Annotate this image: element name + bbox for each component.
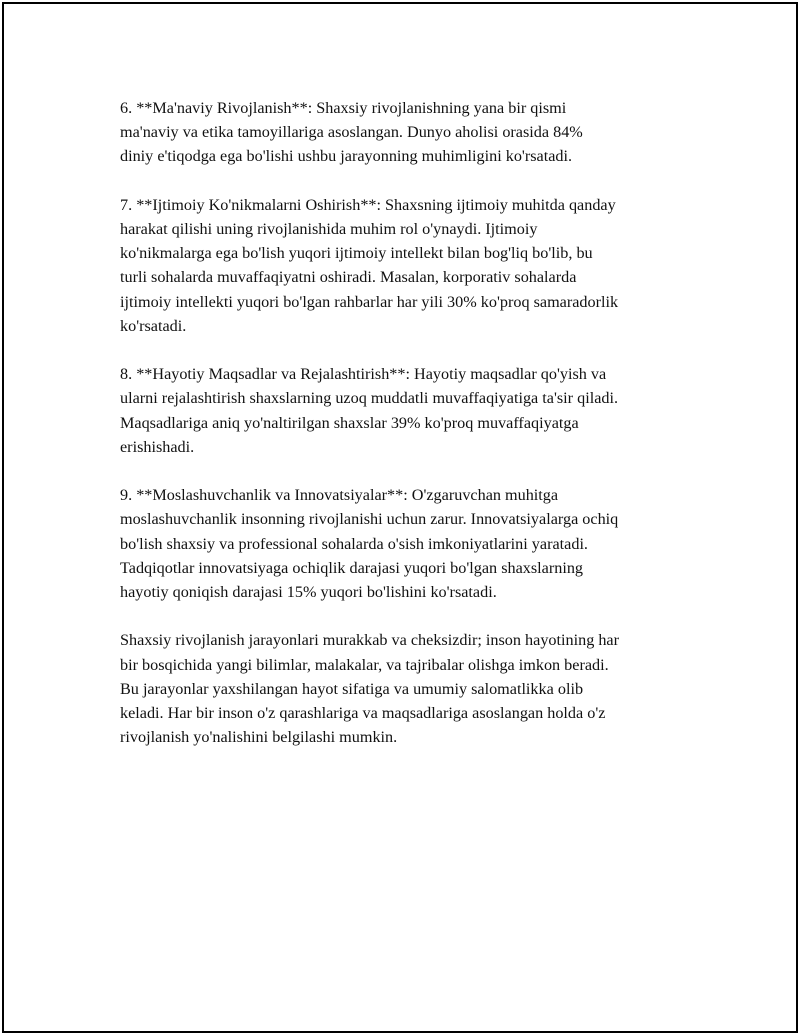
paragraph-adaptability: 9. **Moslashuvchanlik va Innovatsiyalar**: O'zgaruvchan muhitga moslashuvchanlik insonning rivojlanishi uchun zarur. Innovatsiyalarga ochiq bo'lish shaxsiy va professional sohalarda o'sish imkoniyatlarini yaratadi. Tadqiqotlar innovatsiyaga ochiqlik darajasi yuqori bo'lgan shaxslarning hayotiy qoniqish darajasi 15% yuqori bo'lishini ko'rsatadi. <box>120 486 619 602</box>
document-body <box>120 96 700 774</box>
paragraph-life-goals: 8. **Hayotiy Maqsadlar va Rejalashtirish**: Hayotiy maqsadlar qo'yish va ularni rejalashtirish shaxslarning uzoq muddatli muvaffaqiyatiga ta'sir qiladi. Maqsadlariga aniq yo'naltirilgan shaxslar 39% ko'proq muvaffaqiyatga erishishadi. <box>120 365 619 456</box>
paragraph-spiritual-development: 6. **Ma'naviy Rivojlanish**: Shaxsiy rivojlanishning yana bir qismi ma'naviy va etika tamoyillariga asoslangan. Dunyo aholisi orasida 84% diniy e'tiqodga ega bo'lishi ushbu jarayonning muhimligini ko'rsatadi. <box>120 99 583 166</box>
paragraph-social-skills: 7. **Ijtimoiy Ko'nikmalarni Oshirish**: Shaxsning ijtimoiy muhitda qanday harakat qilishi uning rivojlanishida muhim rol o'ynaydi. Ijtimoiy ko'nikmalarga ega bo'lish yuqori ijtimoiy intellekt bilan bog'liq bo'lib, bu turli sohalarda muvaffaqiyatni oshiradi. Masalan, korporativ sohalarda ijtimoiy intellekti yuqori bo'lgan rahbarlar har yili 30% ko'proq samaradorlik ko'rsatadi. <box>120 195 619 335</box>
document-page <box>2 2 798 1033</box>
paragraph-conclusion: Shaxsiy rivojlanish jarayonlari murakkab va cheksizdir; inson hayotining har bir bosqichida yangi bilimlar, malakalar, va tajribalar olishga imkon beradi. Bu jarayonlar yaxshilangan hayot sifatiga va umumiy salomatlikka olib keladi. Har bir inson o'z qarashlariga va maqsadlariga asoslangan holda o'z rivojlanish yo'nalishini belgilashi mumkin. <box>120 631 619 747</box>
